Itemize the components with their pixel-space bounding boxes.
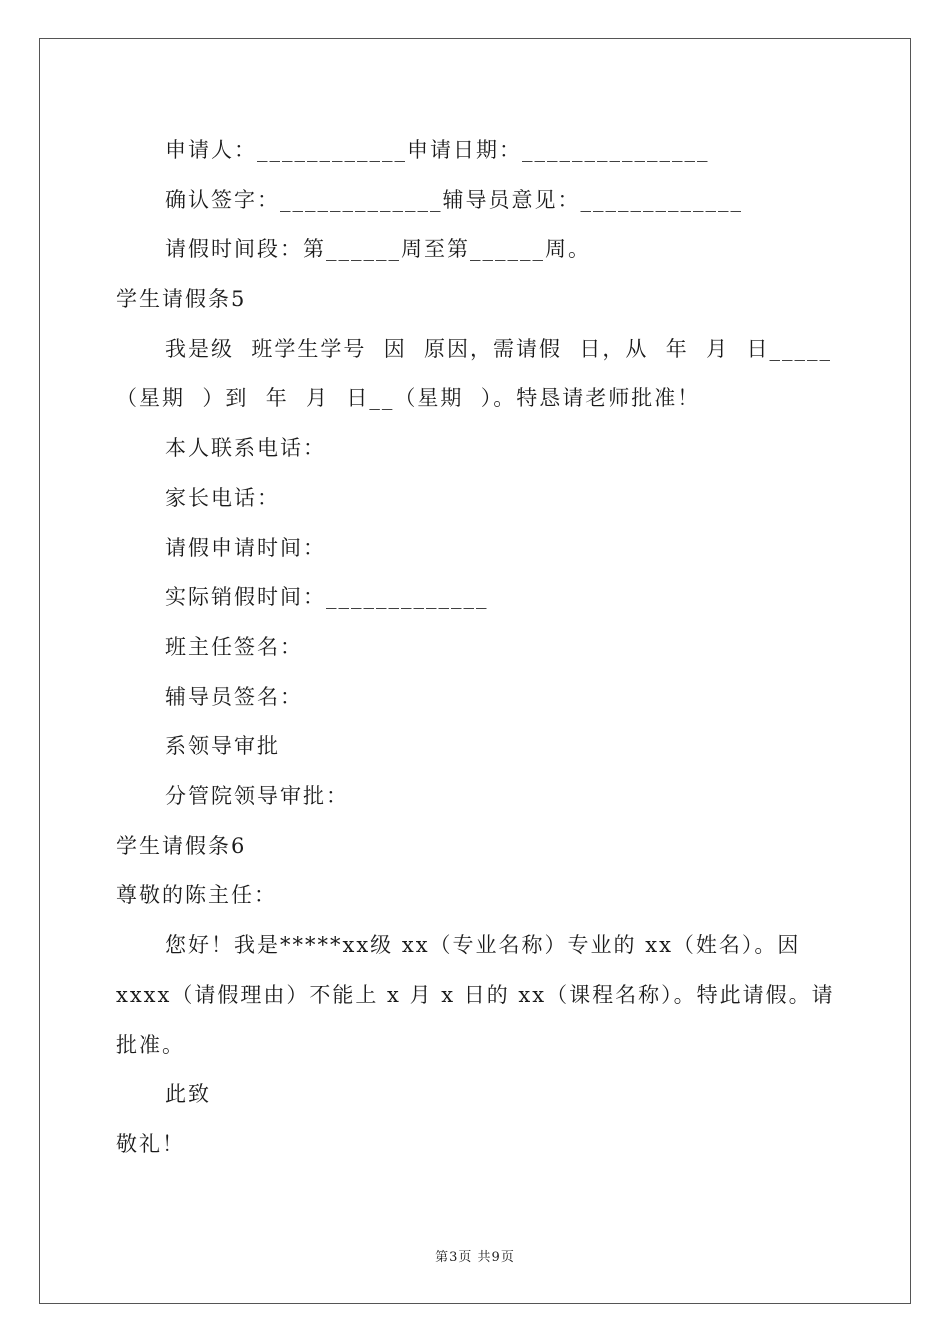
- body-line: 您好！我是*****xx级 xx（专业名称）专业的 xx（姓名）。因: [165, 933, 801, 957]
- contact-phone-line: 本人联系电话：: [165, 436, 326, 460]
- return-time-line: 实际销假时间：_____________: [165, 585, 489, 609]
- section-title-6: 学生请假条6: [116, 834, 247, 858]
- page-number: 第3页 共9页: [435, 1250, 515, 1265]
- body-line: （星期 ）到 年 月 日__（星期 ）。特恳请老师批准！: [116, 386, 701, 410]
- body-line: xxxx（请假理由）不能上 x 月 x 日的 xx（课程名称）。特此请假。请: [116, 983, 835, 1007]
- closing-regards-line: 敬礼！: [116, 1132, 185, 1156]
- counselor-sign-line: 辅导员签名：: [165, 685, 303, 709]
- signature-line: 确认签字：_____________辅导员意见：_____________: [165, 188, 743, 212]
- section-title-5: 学生请假条5: [116, 287, 247, 311]
- parent-phone-line: 家长电话：: [165, 486, 280, 510]
- leave-period-line: 请假时间段：第______周至第______周。: [165, 237, 591, 261]
- body-line: 批准。: [116, 1033, 185, 1057]
- college-approval-line: 分管院领导审批：: [165, 784, 349, 808]
- salutation-line: 尊敬的陈主任：: [116, 883, 277, 907]
- closing-line: 此致: [165, 1082, 211, 1106]
- body-line: 我是级 班学生学号 因 原因，需请假 日，从 年 月 日_____: [165, 337, 832, 361]
- request-time-line: 请假申请时间：: [165, 536, 326, 560]
- applicant-line: 申请人：____________申请日期：_______________: [165, 138, 710, 162]
- department-approval-line: 系领导审批: [165, 734, 280, 758]
- page-border: [39, 38, 911, 1304]
- head-teacher-sign-line: 班主任签名：: [165, 635, 303, 659]
